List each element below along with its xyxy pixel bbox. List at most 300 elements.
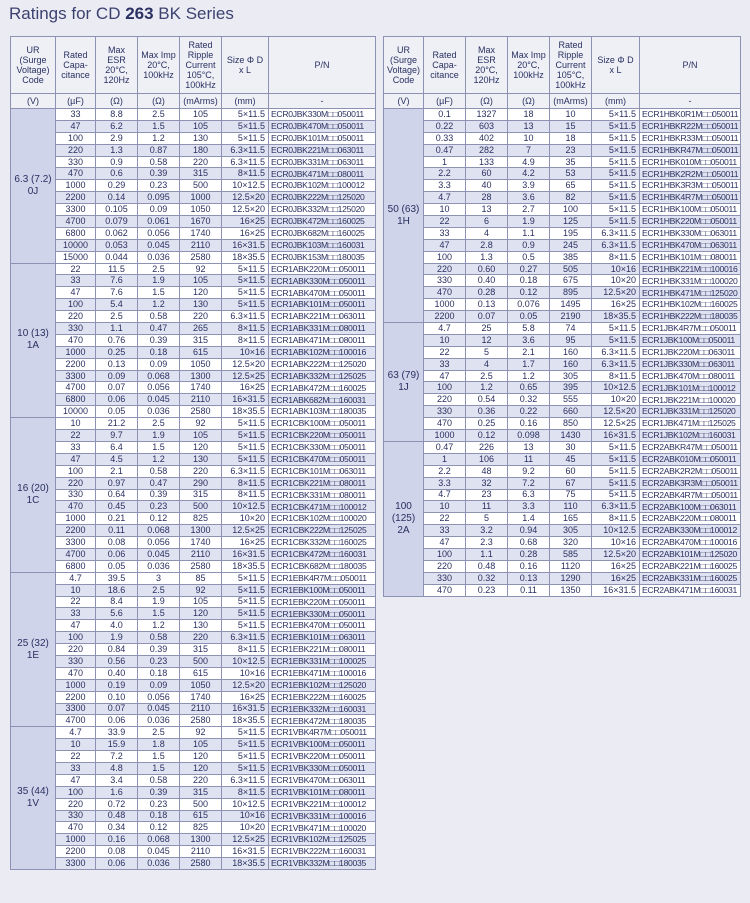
pn-cell: ECR1EBK330M□□050011 <box>269 608 376 620</box>
table-row <box>11 132 376 144</box>
capacitance-cell: 470 <box>424 584 466 596</box>
imp-cell: 1.5 <box>138 441 180 453</box>
esr-cell: 7.2 <box>96 751 138 763</box>
ripple-cell: 130 <box>180 299 222 311</box>
ripple-cell: 395 <box>550 382 592 394</box>
capacitance-cell: 0.1 <box>424 109 466 121</box>
capacitance-cell: 470 <box>424 418 466 430</box>
ripple-cell: 53 <box>550 168 592 180</box>
size-cell: 5×11.5 <box>592 192 640 204</box>
capacitance-cell: 47 <box>56 774 96 786</box>
voltage-code-cell: 100 (125) 2A <box>384 441 424 596</box>
table-row <box>11 180 376 192</box>
esr-cell: 2.9 <box>96 132 138 144</box>
capacitance-cell: 3.3 <box>424 477 466 489</box>
table-row <box>384 227 741 239</box>
header-code: UR (Surge Voltage) Code <box>11 37 56 94</box>
pn-cell: ECR1HBK470M□□063011 <box>640 239 741 251</box>
pn-cell: ECR1ABK471M□□080011 <box>269 334 376 346</box>
capacitance-cell: 33 <box>56 441 96 453</box>
capacitance-cell: 4.7 <box>56 727 96 739</box>
imp-cell: 0.045 <box>138 394 180 406</box>
table-row <box>11 204 376 216</box>
esr-cell: 23 <box>466 489 508 501</box>
ripple-cell: 100 <box>550 204 592 216</box>
page-title: Ratings for CD 263 BK Series <box>9 4 234 23</box>
imp-cell: 0.58 <box>138 774 180 786</box>
table-row <box>11 168 376 180</box>
imp-cell: 13 <box>508 441 550 453</box>
table-row <box>384 168 741 180</box>
pn-cell: ECR1ABK332M□□125025 <box>269 370 376 382</box>
voltage-code-cell: 50 (63) 1H <box>384 109 424 323</box>
table-row <box>384 584 741 596</box>
unit-pn: - <box>640 94 741 109</box>
esr-cell: 0.72 <box>96 798 138 810</box>
capacitance-cell: 330 <box>424 275 466 287</box>
esr-cell: 0.6 <box>96 168 138 180</box>
ripple-cell: 160 <box>550 346 592 358</box>
imp-cell: 0.23 <box>138 501 180 513</box>
imp-cell: 3.6 <box>508 192 550 204</box>
size-cell: 10×12.5 <box>222 798 269 810</box>
esr-cell: 0.23 <box>466 584 508 596</box>
capacitance-cell: 2.2 <box>424 168 466 180</box>
pn-cell: ECR1HBK0R1M□□050011 <box>640 109 741 121</box>
ripple-cell: 305 <box>550 525 592 537</box>
capacitance-cell: 3.3 <box>424 180 466 192</box>
pn-cell: ECR2ABKR47M□□050011 <box>640 441 741 453</box>
table-row <box>384 537 741 549</box>
size-cell: 5×11.5 <box>592 323 640 335</box>
size-cell: 5×11.5 <box>592 144 640 156</box>
esr-cell: 0.13 <box>466 299 508 311</box>
imp-cell: 0.061 <box>138 216 180 228</box>
capacitance-cell: 4700 <box>56 548 96 560</box>
table-row <box>11 596 376 608</box>
imp-cell: 2.5 <box>138 418 180 430</box>
ripple-cell: 92 <box>180 418 222 430</box>
esr-cell: 1.1 <box>466 548 508 560</box>
ripple-cell: 315 <box>180 786 222 798</box>
capacitance-cell: 0.33 <box>424 132 466 144</box>
esr-cell: 0.40 <box>466 275 508 287</box>
table-row <box>11 144 376 156</box>
pn-cell: ECR0JBK103M□□160031 <box>269 239 376 251</box>
imp-cell: 1.5 <box>138 762 180 774</box>
pn-cell: ECR1VBK330M□□050011 <box>269 762 376 774</box>
size-cell: 18×35.5 <box>222 251 269 263</box>
imp-cell: 0.056 <box>138 227 180 239</box>
capacitance-cell: 100 <box>56 786 96 798</box>
pn-cell: ECR1EBK102M□□125020 <box>269 679 376 691</box>
ripple-cell: 315 <box>180 644 222 656</box>
esr-cell: 0.053 <box>96 239 138 251</box>
capacitance-cell: 33 <box>56 762 96 774</box>
imp-cell: 0.12 <box>138 513 180 525</box>
ripple-cell: 75 <box>550 489 592 501</box>
esr-cell: 5.4 <box>96 299 138 311</box>
ripple-cell: 615 <box>180 667 222 679</box>
size-cell: 16×31.5 <box>222 394 269 406</box>
esr-cell: 133 <box>466 156 508 168</box>
esr-cell: 4.5 <box>96 453 138 465</box>
size-cell: 5×11.5 <box>222 727 269 739</box>
capacitance-cell: 100 <box>56 465 96 477</box>
table-row <box>11 109 376 121</box>
voltage-code-cell: 10 (13) 1A <box>11 263 56 418</box>
table-row <box>11 156 376 168</box>
table-row <box>384 204 741 216</box>
esr-cell: 21.2 <box>96 418 138 430</box>
table-row <box>384 358 741 370</box>
imp-cell: 0.39 <box>138 786 180 798</box>
capacitance-cell: 22 <box>56 263 96 275</box>
ripple-cell: 120 <box>180 441 222 453</box>
table-row <box>384 394 741 406</box>
ripple-cell: 60 <box>550 465 592 477</box>
ripple-cell: 2580 <box>180 715 222 727</box>
header-max-imp: Max Imp 20°C, 100kHz <box>138 37 180 94</box>
capacitance-cell: 4700 <box>56 216 96 228</box>
capacitance-cell: 47 <box>424 370 466 382</box>
ripple-cell: 130 <box>180 132 222 144</box>
ripple-cell: 110 <box>550 501 592 513</box>
imp-cell: 0.068 <box>138 525 180 537</box>
capacitance-cell: 470 <box>56 501 96 513</box>
esr-cell: 0.14 <box>96 192 138 204</box>
size-cell: 5×11.5 <box>222 287 269 299</box>
pn-cell: ECR1ABK470M□□050011 <box>269 287 376 299</box>
size-cell: 10×20 <box>592 275 640 287</box>
capacitance-cell: 220 <box>56 644 96 656</box>
table-row <box>384 239 741 251</box>
ripple-cell: 305 <box>550 370 592 382</box>
table-row <box>11 786 376 798</box>
esr-cell: 0.06 <box>96 858 138 870</box>
table-row <box>384 263 741 275</box>
imp-cell: 7.2 <box>508 477 550 489</box>
table-row <box>11 810 376 822</box>
ripple-cell: 615 <box>180 346 222 358</box>
ripple-cell: 2580 <box>180 858 222 870</box>
ripple-cell: 500 <box>180 501 222 513</box>
esr-cell: 0.45 <box>96 501 138 513</box>
size-cell: 18×35.5 <box>222 406 269 418</box>
ripple-cell: 1740 <box>180 537 222 549</box>
capacitance-cell: 330 <box>56 323 96 335</box>
unit-capacitance: (µF) <box>424 94 466 109</box>
voltage-code-cell: 16 (20) 1C <box>11 418 56 573</box>
capacitance-cell: 330 <box>56 489 96 501</box>
pn-cell: ECR2ABK471M□□160031 <box>640 584 741 596</box>
table-row <box>384 287 741 299</box>
pn-cell: ECR1HBK471M□□125020 <box>640 287 741 299</box>
pn-cell: ECR1HBK330M□□063011 <box>640 227 741 239</box>
size-cell: 8×11.5 <box>592 370 640 382</box>
ripple-cell: 265 <box>180 323 222 335</box>
esr-cell: 0.105 <box>96 204 138 216</box>
table-row <box>11 251 376 263</box>
pn-cell: ECR1HBK102M□□160025 <box>640 299 741 311</box>
esr-cell: 4 <box>466 227 508 239</box>
size-cell: 8×11.5 <box>592 251 640 263</box>
imp-cell: 1.9 <box>508 216 550 228</box>
pn-cell: ECR2ABK2R2M□□050011 <box>640 465 741 477</box>
pn-cell: ECR2ABK330M□□100012 <box>640 525 741 537</box>
pn-cell: ECR1CBK221M□□080011 <box>269 477 376 489</box>
size-cell: 6.3×11.5 <box>592 239 640 251</box>
esr-cell: 0.079 <box>96 216 138 228</box>
capacitance-cell: 100 <box>424 548 466 560</box>
size-cell: 10×12.5 <box>222 501 269 513</box>
table-row <box>11 846 376 858</box>
capacitance-cell: 10 <box>56 739 96 751</box>
ripple-cell: 105 <box>180 120 222 132</box>
table-row <box>11 703 376 715</box>
table-row <box>11 644 376 656</box>
imp-cell: 0.47 <box>138 477 180 489</box>
ripple-cell: 165 <box>550 513 592 525</box>
imp-cell: 9.2 <box>508 465 550 477</box>
size-cell: 10×16 <box>222 810 269 822</box>
imp-cell: 2.5 <box>138 109 180 121</box>
imp-cell: 3.9 <box>508 180 550 192</box>
esr-cell: 282 <box>466 144 508 156</box>
size-cell: 5×11.5 <box>222 109 269 121</box>
size-cell: 10×16 <box>222 667 269 679</box>
size-cell: 8×11.5 <box>222 644 269 656</box>
table-row <box>384 216 741 228</box>
table-row <box>11 346 376 358</box>
capacitance-cell: 330 <box>424 572 466 584</box>
imp-cell: 3 <box>138 572 180 584</box>
capacitance-cell: 470 <box>56 822 96 834</box>
esr-cell: 0.07 <box>96 703 138 715</box>
ripple-cell: 585 <box>550 548 592 560</box>
esr-cell: 0.48 <box>466 560 508 572</box>
imp-cell: 0.098 <box>508 430 550 442</box>
pn-cell: ECR1VBK222M□□160031 <box>269 846 376 858</box>
imp-cell: 13 <box>508 120 550 132</box>
pn-cell: ECR1HBK222M□□180035 <box>640 311 741 323</box>
imp-cell: 0.045 <box>138 239 180 251</box>
table-row <box>384 572 741 584</box>
imp-cell: 0.076 <box>508 299 550 311</box>
ripple-cell: 15 <box>550 120 592 132</box>
esr-cell: 0.07 <box>96 382 138 394</box>
table-row <box>384 477 741 489</box>
pn-cell: ECR1HBK101M□□080011 <box>640 251 741 263</box>
ripple-cell: 615 <box>180 810 222 822</box>
esr-cell: 48 <box>466 465 508 477</box>
size-cell: 5×11.5 <box>222 453 269 465</box>
capacitance-cell: 47 <box>56 120 96 132</box>
size-cell: 6.3×11.5 <box>592 227 640 239</box>
capacitance-cell: 47 <box>424 537 466 549</box>
imp-cell: 0.39 <box>138 489 180 501</box>
esr-cell: 0.54 <box>466 394 508 406</box>
esr-cell: 0.76 <box>96 334 138 346</box>
pn-cell: ECR1ABK331M□□080011 <box>269 323 376 335</box>
pn-cell: ECR1JBK221M□□100020 <box>640 394 741 406</box>
capacitance-cell: 1 <box>424 156 466 168</box>
table-row <box>11 465 376 477</box>
capacitance-cell: 47 <box>56 620 96 632</box>
ripple-cell: 315 <box>180 334 222 346</box>
pn-cell: ECR1ABK221M□□063011 <box>269 311 376 323</box>
imp-cell: 0.39 <box>138 644 180 656</box>
table-row <box>11 798 376 810</box>
size-cell: 16×25 <box>592 572 640 584</box>
pn-cell: ECR0JBK471M□□080011 <box>269 168 376 180</box>
pn-cell: ECR1CBK222M□□125025 <box>269 525 376 537</box>
ripple-cell: 125 <box>550 216 592 228</box>
pn-cell: ECR1ABK101M□□050011 <box>269 299 376 311</box>
ripple-cell: 18 <box>550 132 592 144</box>
pn-cell: ECR1EBK220M□□050011 <box>269 596 376 608</box>
pn-cell: ECR1ABK682M□□160031 <box>269 394 376 406</box>
table-row <box>11 762 376 774</box>
ripple-cell: 315 <box>180 489 222 501</box>
pn-cell: ECR2ABK221M□□160025 <box>640 560 741 572</box>
table-row <box>384 430 741 442</box>
table-row <box>11 739 376 751</box>
table-row <box>11 370 376 382</box>
capacitance-cell: 3300 <box>56 703 96 715</box>
table-row <box>11 120 376 132</box>
table-row <box>11 287 376 299</box>
pn-cell: ECR1VBK221M□□100012 <box>269 798 376 810</box>
table-row <box>11 441 376 453</box>
ripple-cell: 1000 <box>180 192 222 204</box>
esr-cell: 13 <box>466 204 508 216</box>
imp-cell: 1.2 <box>138 620 180 632</box>
table-row <box>384 465 741 477</box>
table-row <box>384 370 741 382</box>
imp-cell: 6.3 <box>508 489 550 501</box>
size-cell: 6.3×11.5 <box>222 465 269 477</box>
table-row <box>11 334 376 346</box>
ripple-cell: 2190 <box>550 311 592 323</box>
size-cell: 5×11.5 <box>592 132 640 144</box>
ripple-cell: 105 <box>180 430 222 442</box>
pn-cell: ECR1JBK4R7M□□050011 <box>640 323 741 335</box>
capacitance-cell: 33 <box>56 275 96 287</box>
size-cell: 12.5×25 <box>222 834 269 846</box>
capacitance-cell: 10 <box>56 418 96 430</box>
table-row <box>11 299 376 311</box>
imp-cell: 1.2 <box>138 453 180 465</box>
ripple-cell: 1495 <box>550 299 592 311</box>
table-row <box>11 263 376 275</box>
size-cell: 10×16 <box>222 346 269 358</box>
pn-cell: ECR1CBK332M□□160025 <box>269 537 376 549</box>
imp-cell: 0.39 <box>138 334 180 346</box>
imp-cell: 1.7 <box>508 358 550 370</box>
size-cell: 5×11.5 <box>592 168 640 180</box>
size-cell: 16×25 <box>222 216 269 228</box>
ripple-cell: 2110 <box>180 703 222 715</box>
size-cell: 12.5×20 <box>592 287 640 299</box>
imp-cell: 1.2 <box>508 370 550 382</box>
size-cell: 12.5×20 <box>222 204 269 216</box>
table-row <box>384 525 741 537</box>
esr-cell: 0.10 <box>96 691 138 703</box>
pn-cell: ECR0JBK331M□□063011 <box>269 156 376 168</box>
esr-cell: 40 <box>466 180 508 192</box>
capacitance-cell: 4.7 <box>424 489 466 501</box>
size-cell: 5×11.5 <box>592 156 640 168</box>
esr-cell: 0.06 <box>96 548 138 560</box>
imp-cell: 1.4 <box>508 513 550 525</box>
imp-cell: 0.32 <box>508 394 550 406</box>
table-row <box>384 334 741 346</box>
table-row <box>384 548 741 560</box>
pn-cell: ECR1VBK102M□□125025 <box>269 834 376 846</box>
size-cell: 5×11.5 <box>592 120 640 132</box>
imp-cell: 0.87 <box>138 144 180 156</box>
pn-cell: ECR1ABK220M□□050011 <box>269 263 376 275</box>
capacitance-cell: 15000 <box>56 251 96 263</box>
size-cell: 8×11.5 <box>592 513 640 525</box>
capacitance-cell: 10000 <box>56 239 96 251</box>
imp-cell: 1.5 <box>138 287 180 299</box>
pn-cell: ECR1CBK470M□□050011 <box>269 453 376 465</box>
pn-cell: ECR1EBK470M□□050011 <box>269 620 376 632</box>
esr-cell: 0.08 <box>96 537 138 549</box>
size-cell: 18×35.5 <box>222 560 269 572</box>
table-row <box>384 382 741 394</box>
ripple-cell: 82 <box>550 192 592 204</box>
table-row <box>11 406 376 418</box>
capacitance-cell: 6800 <box>56 560 96 572</box>
esr-cell: 32 <box>466 477 508 489</box>
table-row <box>384 192 741 204</box>
pn-cell: ECR2ABK331M□□160025 <box>640 572 741 584</box>
ripple-cell: 220 <box>180 311 222 323</box>
ripple-cell: 220 <box>180 156 222 168</box>
capacitance-cell: 220 <box>424 263 466 275</box>
capacitance-cell: 33 <box>56 608 96 620</box>
ripple-cell: 1290 <box>550 572 592 584</box>
pn-cell: ECR2ABK220M□□080011 <box>640 513 741 525</box>
capacitance-cell: 100 <box>56 299 96 311</box>
size-cell: 5×11.5 <box>592 477 640 489</box>
table-row <box>11 548 376 560</box>
imp-cell: 0.5 <box>508 251 550 263</box>
pn-cell: ECR1EBK221M□□080011 <box>269 644 376 656</box>
pn-cell: ECR1VBK471M□□100020 <box>269 822 376 834</box>
imp-cell: 4.9 <box>508 156 550 168</box>
size-cell: 5×11.5 <box>592 180 640 192</box>
size-cell: 16×25 <box>222 537 269 549</box>
imp-cell: 1.5 <box>138 608 180 620</box>
size-cell: 10×20 <box>592 394 640 406</box>
imp-cell: 0.65 <box>508 382 550 394</box>
pn-cell: ECR1EBK101M□□063011 <box>269 632 376 644</box>
imp-cell: 0.036 <box>138 858 180 870</box>
capacitance-cell: 330 <box>56 655 96 667</box>
pn-cell: ECR0JBK153M□□180035 <box>269 251 376 263</box>
ripple-cell: 1740 <box>180 227 222 239</box>
table-row <box>384 275 741 287</box>
capacitance-cell: 6800 <box>56 394 96 406</box>
size-cell: 12.5×20 <box>222 358 269 370</box>
pn-cell: ECR0JBK102M□□100012 <box>269 180 376 192</box>
table-row <box>11 632 376 644</box>
table-row <box>384 489 741 501</box>
